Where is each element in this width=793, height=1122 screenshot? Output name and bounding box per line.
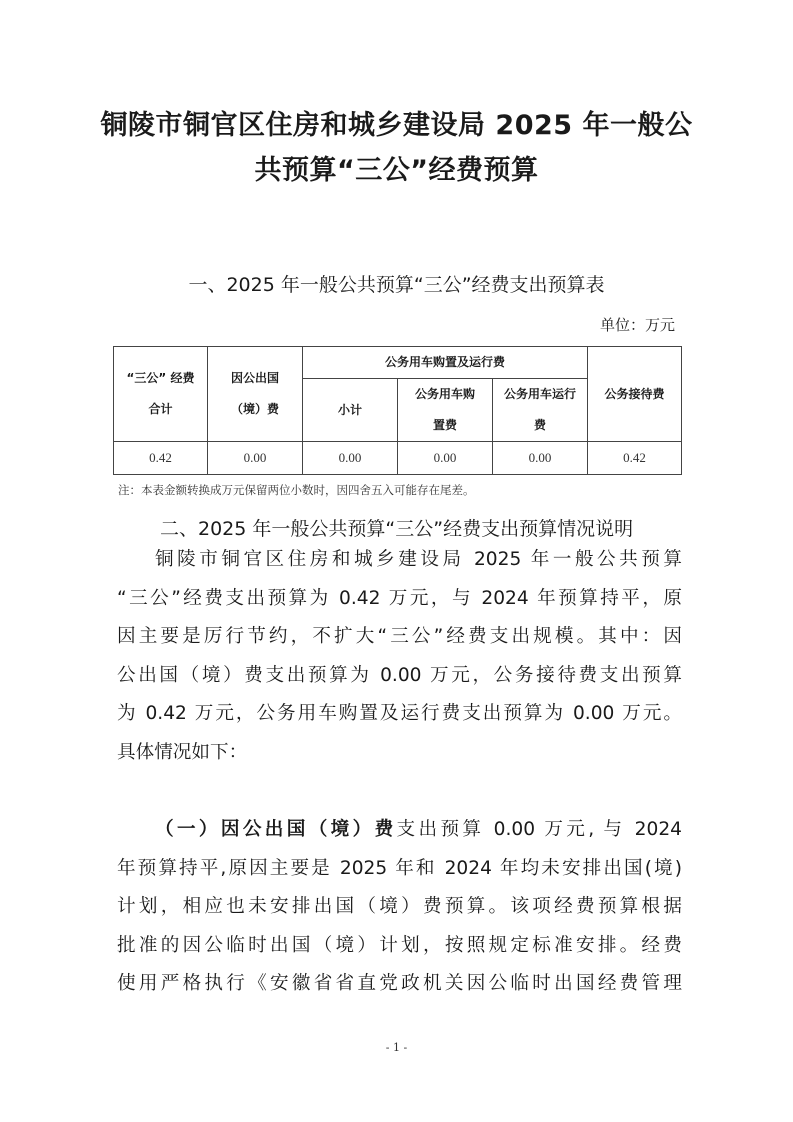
paragraph-line [117,811,682,850]
paragraph-line: 计划，相应也未安排出国（境）费预算。该项经费预算根据 [117,896,682,917]
page-number: - 1 - [385,1041,408,1054]
header-vehicle-group: 公务用车购置及运行费 [303,347,588,379]
section-2-heading: 二、2025 年一般公共预算“三公”经费支出预算情况说明 [160,518,634,540]
paragraph-line: 铜陵市铜官区住房和城乡建设局 2025 年一般公共预算 [155,549,682,570]
paragraph-line: 使用严格执行《安徽省省直党政机关因公临时出国经费管理 [117,973,682,994]
header-total [114,347,208,442]
header-total-line-2: 合计 [148,402,173,416]
header-vehicle-operation [493,379,588,442]
paragraph-line: 为 0.42 万元，公务用车购置及运行费支出预算为 0.00 万元。 [117,703,682,724]
document-title-line-1: 铜陵市铜官区住房和城乡建设局 2025 年一般公 [100,110,693,141]
cell-vehicle-purchase: 0.00 [398,442,493,475]
header-vehicle-operation-line-1: 公务用车运行 [504,387,577,401]
table-note: 注：本表金额转换成万元保留两位小数时，因四舍五入可能存在尾差。 [118,483,475,497]
header-abroad [208,347,303,442]
unit-label: 单位：万元 [599,316,675,334]
paragraph-line: 具体情况如下： [117,741,248,763]
paragraph-line: 年预算持平,原因主要是 2025 年和 2024 年均未安排出国(境) [117,857,682,879]
cell-subtotal: 0.00 [303,442,398,475]
paragraph-line: “三公”经费支出预算为 0.42 万元，与 2024 年预算持平，原 [117,587,682,609]
paragraph-overview [117,541,682,772]
paragraph-abroad-expenses [117,811,682,1004]
cell-reception: 0.42 [588,442,682,475]
table-row [114,442,682,475]
header-vehicle-purchase [398,379,493,442]
section-1-heading: 一、2025 年一般公共预算“三公”经费支出预算表 [188,274,605,296]
header-reception: 公务接待费 [588,347,682,442]
cell-vehicle-operation: 0.00 [493,442,588,475]
paragraph-line: 因主要是厉行节约，不扩大“三公”经费支出规模。其中：因 [117,626,682,647]
document-title-line-2: 共预算“三公”经费预算 [254,155,539,186]
header-vehicle-purchase-line-2: 置费 [432,418,457,432]
header-vehicle-purchase-line-1: 公务用车购 [414,387,475,401]
header-abroad-line-2: （境）费 [230,402,279,416]
cell-total: 0.42 [114,442,208,475]
header-total-line-1: “三公” 经费 [126,371,195,385]
header-subtotal: 小计 [303,379,398,442]
table-header-row-1 [114,347,682,379]
header-vehicle-operation-line-2: 费 [534,418,547,432]
paragraph-line: 公出国（境）费支出预算为 0.00 万元，公务接待费支出预算 [117,664,682,686]
cell-abroad: 0.00 [208,442,303,475]
paragraph-line-rest: 支出预算 0.00 万元, 与 2024 [396,819,682,840]
subsection-heading: （一）因公出国（境）费 [155,819,397,840]
three-public-expenses-table [113,346,682,475]
paragraph-line: 批准的因公临时出国（境）计划，按照规定标准安排。经费 [117,934,682,956]
header-abroad-line-1: 因公出国 [230,371,279,385]
